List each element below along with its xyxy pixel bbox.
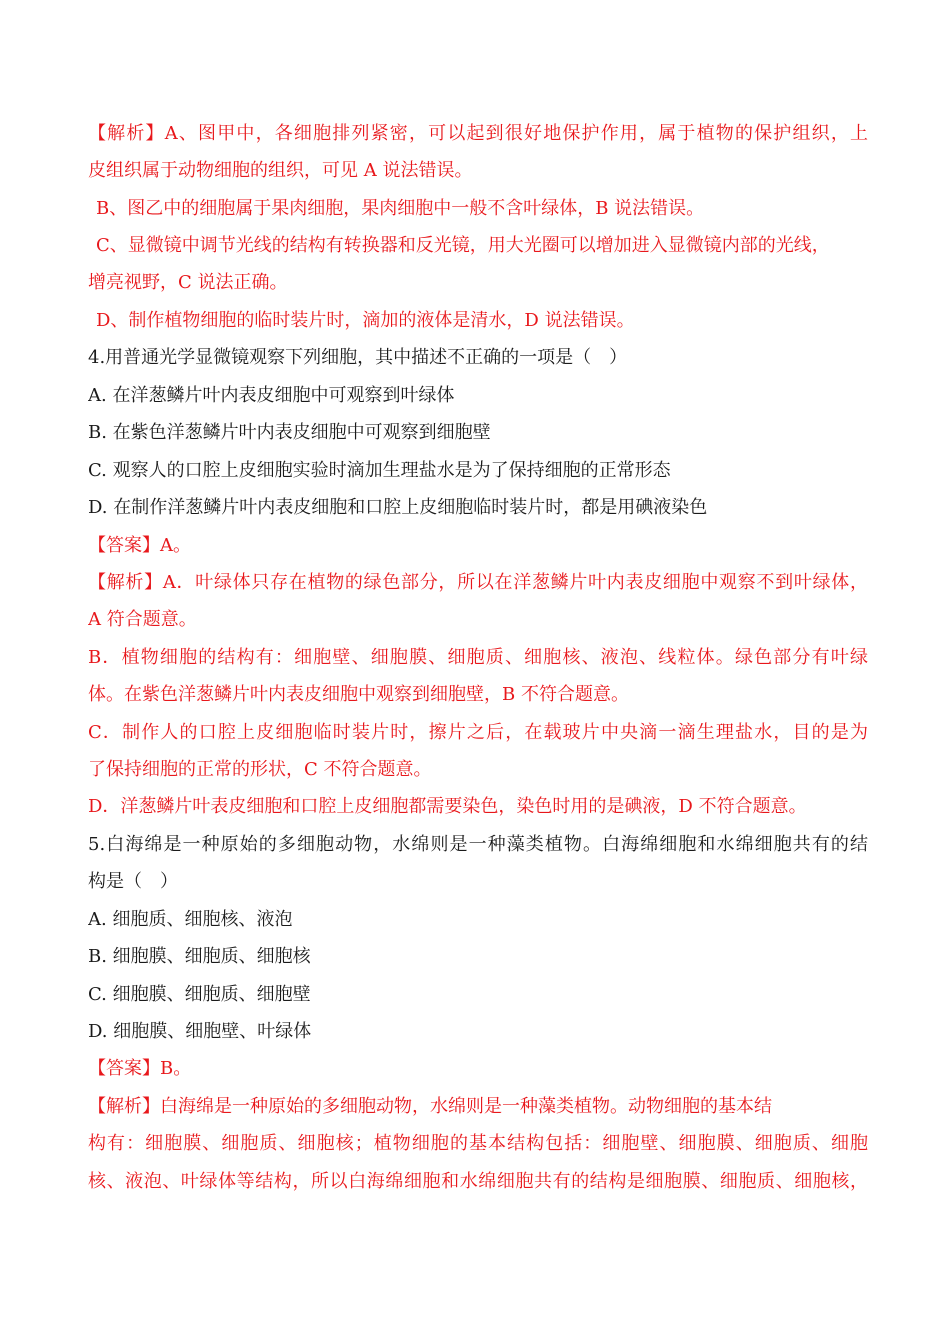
q5-stem-line-2: 构是（ ） — [88, 871, 178, 892]
q3-analysis-line-1: 【解析】A、图甲中，各细胞排列紧密，可以起到很好地保护作用，属于植物的保护组织，上 — [88, 123, 868, 144]
q4-answer: 【答案】A。 — [88, 535, 191, 556]
q5-option-b: B. 细胞膜、细胞质、细胞核 — [88, 946, 311, 967]
q5-analysis-line-2: 构有：细胞膜、细胞质、细胞核；植物细胞的基本结构包括：细胞壁、细胞膜、细胞质、细胞 — [88, 1133, 868, 1154]
q3-analysis-line-4: C、显微镜中调节光线的结构有转换器和反光镜，用大光圈可以增加进入显微镜内部的光线， — [96, 235, 830, 256]
q4-analysis-line-3: B．植物细胞的结构有：细胞壁、细胞膜、细胞质、细胞核、液泡、线粒体。绿色部分有叶绿 — [88, 647, 868, 668]
q4-option-b: B. 在紫色洋葱鳞片叶内表皮细胞中可观察到细胞壁 — [88, 422, 491, 443]
q3-analysis-line-6: D、制作植物细胞的临时装片时，滴加的液体是清水，D 说法错误。 — [96, 310, 635, 331]
q4-option-c: C. 观察人的口腔上皮细胞实验时滴加生理盐水是为了保持细胞的正常形态 — [88, 460, 671, 481]
q3-analysis-line-3: B、图乙中的细胞属于果肉细胞，果肉细胞中一般不含叶绿体，B 说法错误。 — [96, 198, 705, 219]
q5-option-a: A. 细胞质、细胞核、液泡 — [88, 909, 293, 930]
q5-analysis-line-3: 核、液泡、叶绿体等结构，所以白海绵细胞和水绵细胞共有的结构是细胞膜、细胞质、细胞核， — [88, 1171, 868, 1192]
q5-analysis-line-1: 【解析】白海绵是一种原始的多细胞动物，水绵则是一种藻类植物。动物细胞的基本结 — [88, 1096, 772, 1117]
q3-analysis-line-2: 皮组织属于动物细胞的组织，可见 A 说法错误。 — [88, 160, 473, 181]
q4-stem: 4.用普通光学显微镜观察下列细胞，其中描述不正确的一项是（ ） — [88, 347, 628, 368]
q3-analysis-line-5: 增亮视野，C 说法正确。 — [88, 272, 288, 293]
q4-option-d: D. 在制作洋葱鳞片叶内表皮细胞和口腔上皮细胞临时装片时，都是用碘液染色 — [88, 497, 708, 518]
q4-analysis-line-5: C．制作人的口腔上皮细胞临时装片时，擦片之后，在载玻片中央滴一滴生理盐水，目的是为 — [88, 722, 868, 743]
q4-analysis-line-1: 【解析】A．叶绿体只存在植物的绿色部分，所以在洋葱鳞片叶内表皮细胞中观察不到叶绿体， — [88, 572, 868, 593]
q5-answer: 【答案】B。 — [88, 1058, 192, 1079]
q5-option-d: D. 细胞膜、细胞壁、叶绿体 — [88, 1021, 312, 1042]
q4-analysis-line-6: 了保持细胞的正常的形状，C 不符合题意。 — [88, 759, 432, 780]
q4-analysis-line-7: D．洋葱鳞片叶表皮细胞和口腔上皮细胞都需要染色，染色时用的是碘液，D 不符合题意。 — [88, 796, 807, 817]
q5-option-c: C. 细胞膜、细胞质、细胞壁 — [88, 984, 311, 1005]
q5-stem-line-1: 5.白海绵是一种原始的多细胞动物，水绵则是一种藻类植物。白海绵细胞和水绵细胞共有的结 — [88, 834, 868, 855]
q4-option-a: A. 在洋葱鳞片叶内表皮细胞中可观察到叶绿体 — [88, 385, 455, 406]
q4-analysis-line-2: A 符合题意。 — [88, 609, 197, 630]
q4-analysis-line-4: 体。在紫色洋葱鳞片叶内表皮细胞中观察到细胞壁，B 不符合题意。 — [88, 684, 629, 705]
